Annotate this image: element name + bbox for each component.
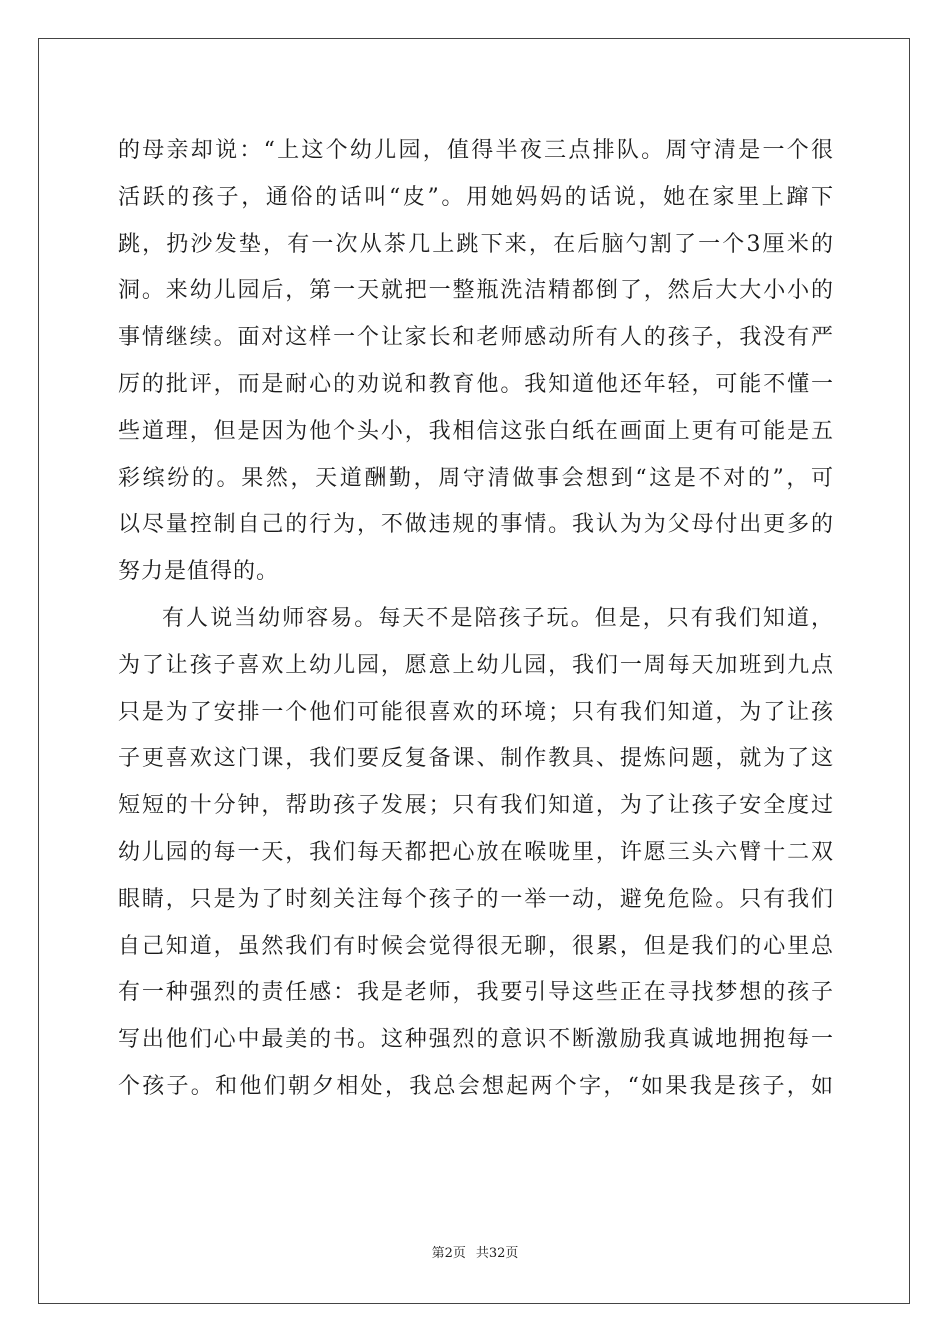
text-line: 有人说当幼师容易。每天不是陪孩子玩。但是，只有我们知道，	[162, 605, 834, 631]
text-line: 洞。来幼儿园后，第一天就把一整瓶洗洁精都倒了，然后大大小小的	[118, 278, 834, 304]
text-line: 活跃的孩子，通俗的话叫“皮”。用她妈妈的话说，她在家里上蹿下	[118, 184, 834, 210]
text-line: 厉的批评，而是耐心的劝说和教育他。我知道他还年轻，可能不懂一	[118, 371, 834, 397]
text-line: 以尽量控制自己的行为，不做违规的事情。我认为为父母付出更多的	[118, 512, 834, 538]
text-line: 只是为了安排一个他们可能很喜欢的环境；只有我们知道，为了让孩	[118, 699, 834, 725]
page-footer	[0, 1244, 950, 1264]
text-line: 幼儿园的每一天，我们每天都把心放在喉咙里，许愿三头六臂十二双	[118, 839, 834, 865]
text-line: 努力是值得的。	[118, 559, 280, 585]
text-line: 自己知道，虽然我们有时候会觉得很无聊，很累，但是我们的心里总	[118, 933, 834, 959]
text-line: 个孩子。和他们朝夕相处，我总会想起两个字，“如果我是孩子，如	[118, 1073, 834, 1099]
text-line: 跳，扔沙发垫，有一次从茶几上跳下来，在后脑勺割了一个3厘米的	[118, 231, 834, 257]
text-line: 为了让孩子喜欢上幼儿园，愿意上幼儿园，我们一周每天加班到九点	[118, 652, 834, 678]
document-body	[118, 128, 834, 1111]
text-line: 有一种强烈的责任感：我是老师，我要引导这些正在寻找梦想的孩子	[118, 980, 834, 1006]
text-line: 事情继续。面对这样一个让家长和老师感动所有人的孩子，我没有严	[118, 325, 834, 351]
text-line: 写出他们心中最美的书。这种强烈的意识不断激励我真诚地拥抱每一	[118, 1027, 834, 1053]
total-pages-label: 共32页	[475, 1246, 519, 1261]
text-line: 子更喜欢这门课，我们要反复备课、制作教具、提炼问题，就为了这	[118, 746, 834, 772]
text-line: 彩缤纷的。果然，天道酬勤，周守清做事会想到“这是不对的”，可	[118, 465, 834, 491]
current-page-label: 第2页	[431, 1246, 466, 1261]
text-line: 短短的十分钟，帮助孩子发展；只有我们知道，为了让孩子安全度过	[118, 793, 834, 819]
text-line: 的母亲却说：“上这个幼儿园，值得半夜三点排队。周守清是一个很	[118, 138, 834, 163]
text-line: 些道理，但是因为他个头小，我相信这张白纸在画面上更有可能是五	[118, 418, 834, 444]
text-line: 眼睛，只是为了时刻关注每个孩子的一举一动，避免危险。只有我们	[118, 886, 834, 912]
